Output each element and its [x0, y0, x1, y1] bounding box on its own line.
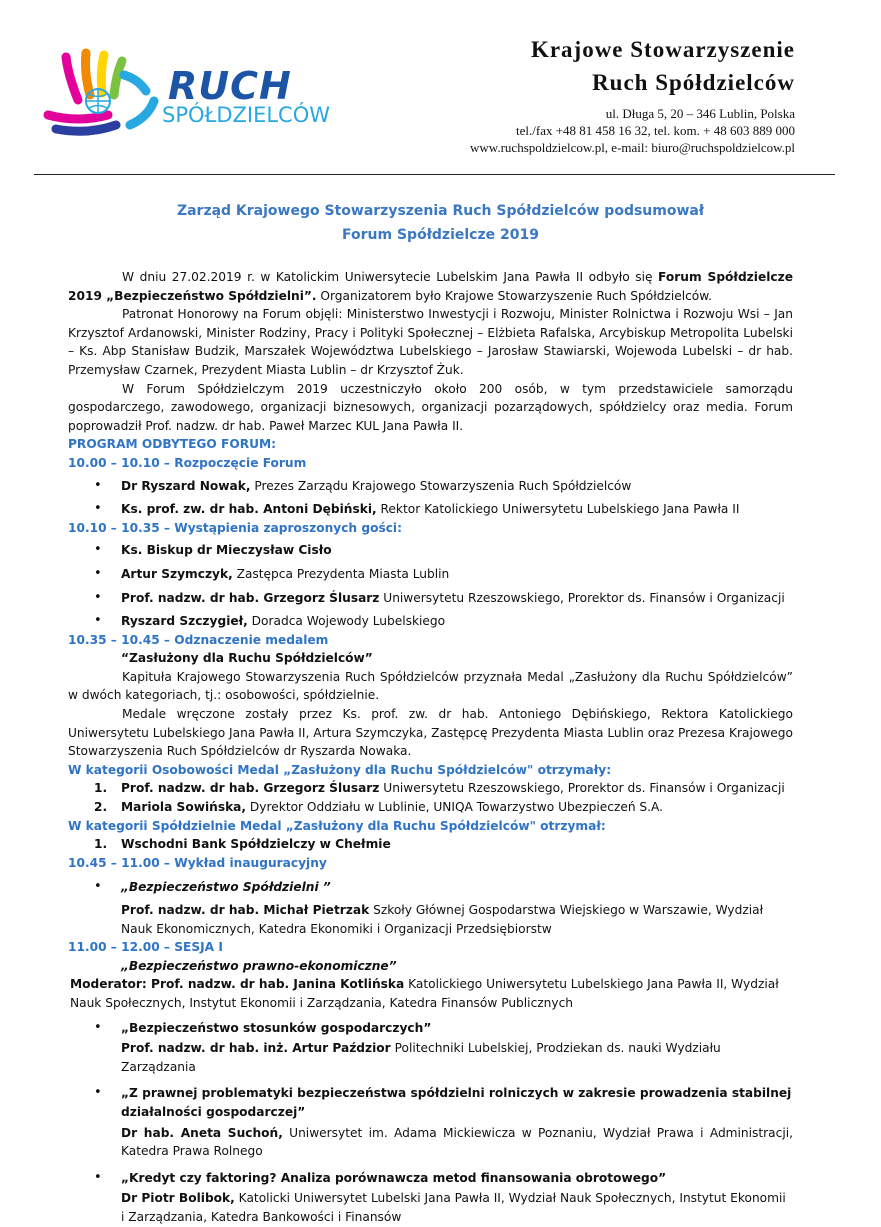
speaker-name: Ks. Biskup dr Mieczysław Cisło [121, 543, 332, 558]
header-divider [34, 174, 835, 175]
medal-paragraph-1: Kapituła Krajowego Stowarzyszenia Ruch Spółdzielców przyznała Medal „Zasłużony dla Ruchu Spółdzielców” w dwóch kategoriach, tj.: osobowości, spółdzielnie. [68, 669, 793, 703]
list-item [68, 612, 793, 631]
speaker-name: Ks. prof. zw. dr hab. Antoni Dębiński, [121, 502, 377, 517]
list-item [68, 500, 793, 519]
awardee-desc: Dyrektor Oddziału w Lublinie, UNIQA Towarzystwo Ubezpieczeń S.A. [246, 800, 664, 815]
session-5-talks [68, 1019, 793, 1227]
list-item [68, 779, 793, 798]
speaker-name: Dr Ryszard Nowak, [121, 478, 251, 493]
speaker-desc: Szkoły Głównej Gospodarstwa Wiejskiego w Warszawie, Wydział Nauk Ekonomicznych, Katedra Ekonomiki i Organizacji Przedsiębiorstw [121, 903, 764, 936]
session-4-list [68, 878, 793, 938]
intro-paragraph-3: W Forum Spółdzielczym 2019 uczestniczyło około 200 osób, w tym przedstawiciele samorządu gospodarczego, zawodowego, organizacji biznesowych, organizacji pozarządowych, spółdzielcy oraz media. Forum poprowadził Prof. nadzw. dr hab. Paweł Marzec KUL Jana Pawła II. [68, 381, 793, 433]
document-title [0, 199, 881, 247]
bullet-icon: • [94, 1019, 102, 1035]
speaker-desc: Doradca Wojewody Lubelskiego [247, 614, 446, 629]
session-5-topic [68, 957, 793, 976]
category-persons-heading: W kategorii Osobowości Medal „Zasłużony dla Ruchu Spółdzielców" otrzymały: [68, 762, 612, 777]
list-item [68, 798, 793, 817]
speaker-name: Prof. nadzw. dr hab. Grzegorz Ślusarz [121, 590, 380, 605]
speaker-name: Ryszard Szczygieł, [121, 614, 248, 629]
session-4-heading: 10.45 – 11.00 – Wykład inauguracyjny [68, 855, 327, 870]
session-1-list [68, 477, 793, 519]
intro-paragraph-2: Patronat Honorowy na Forum objęli: Ministerstwo Inwestycji i Rozwoju, Minister Rolnictwa i Rozwoju Wsi – Jan Krzysztof Ardanowski, Minister Rodziny, Pracy i Polityki Społecznej – Elżbieta Rafalska, Arcybiskup Metropolita Lubelski – Ks. Abp Stanisław Budzik, Marszałek Województwa Lubelskiego – Jarosław Stawiarski, Wojewoda Lubelski – dr hab. Przemysław Czarnek, Prezydent Miasta Lublin – dr Krzysztof Żuk. [68, 307, 793, 377]
talk-title: „Z prawnej problematyki bezpieczeństwa spółdzielni rolniczych w zakresie prowadzenia stabilnej działalności gospodarczej” [121, 1086, 792, 1119]
intro-paragraph-1 [68, 268, 793, 305]
bullet-icon: • [94, 1169, 102, 1185]
bullet-icon: • [94, 613, 102, 629]
session-1-heading: 10.00 – 10.10 – Rozpoczęcie Forum [68, 455, 307, 470]
bullet-icon: • [94, 565, 102, 581]
bullet-icon: • [94, 542, 102, 558]
org-phone: tel./fax +48 81 458 16 32, tel. kom. + 48 603 889 000 [516, 123, 795, 138]
intro-p1-text-end: Organizatorem było Krajowe Stowarzyszenie Ruch Spółdzielców. [316, 288, 712, 303]
talk-title: „Bezpieczeństwo stosunków gospodarczych” [121, 1020, 432, 1035]
bullet-icon: • [94, 477, 102, 493]
organization-header [470, 34, 795, 156]
awardee-name: Mariola Sowińska, [121, 800, 247, 815]
list-number: 1. [94, 781, 108, 796]
medal-title: “Zasłużony dla Ruchu Spółdzielców” [121, 651, 373, 666]
category-coops-list [68, 835, 793, 854]
speaker-desc: Zastępca Prezydenta Miasta Lublin [232, 566, 450, 581]
speaker-name: Prof. nadzw. dr hab. inż. Artur Paździor [121, 1041, 391, 1056]
title-line2: Forum Spółdzielcze 2019 [342, 227, 539, 243]
title-line1: Zarząd Krajowego Stowarzyszenia Ruch Spółdzielców podsumował [176, 203, 705, 219]
org-name-line1: Krajowe Stowarzyszenie [530, 37, 795, 62]
awardee-desc: Uniwersytetu Rzeszowskiego, Prorektor ds. Finansów i Organizacji [379, 781, 785, 796]
speaker-desc: Uniwersytet im. Adama Mickiewicza w Poznaniu, Wydział Prawa i Administracji, Katedra Prawa Rolnego [121, 1125, 794, 1159]
list-item [68, 835, 793, 854]
intro-p1-text: W dniu 27.02.2019 r. w Katolickim Uniwersytecie Lubelskim Jana Pawła II odbyło się [122, 270, 659, 284]
awardee-name: Prof. nadzw. dr hab. Grzegorz Ślusarz [121, 781, 380, 796]
list-item [68, 1084, 793, 1160]
list-item [68, 565, 793, 584]
category-coops-heading: W kategorii Spółdzielnie Medal „Zasłużony dla Ruchu Spółdzielców" otrzymał: [68, 818, 606, 833]
speaker-name: Prof. nadzw. dr hab. Michał Pietrzak [121, 903, 370, 917]
moderator [50, 975, 793, 1012]
session-2-heading: 10.10 – 10.35 – Wystąpienia zaproszonych gości: [68, 520, 402, 535]
bullet-icon: • [94, 1085, 102, 1101]
session-5-heading: 11.00 – 12.00 – SESJA I [68, 940, 223, 955]
session-2-list [68, 541, 793, 630]
session-topic: „Bezpieczeństwo prawno-ekonomiczne” [121, 958, 397, 973]
session-3-heading: 10.35 – 10.45 – Odznaczenie medalem [68, 632, 329, 647]
list-number: 2. [94, 800, 108, 815]
moderator-name: Moderator: Prof. nadzw. dr hab. Janina Kotlińska [70, 977, 405, 992]
awardee-name: Wschodni Bank Spółdzielczy w Chełmie [121, 837, 391, 852]
category-persons-list [68, 779, 793, 816]
speaker-desc: Politechniki Lubelskiej, Prodziekan ds. nauki Wydziału Zarządzania [121, 1041, 721, 1074]
speaker-desc: Rektor Katolickiego Uniwersytetu Lubelskiego Jana Pawła II [376, 502, 740, 517]
moderator-desc: Katolickiego Uniwersytetu Lubelskiego Jana Pawła II, Wydział Nauk Społecznych, Instytut Ekonomii i Zarządzania, Katedra Finansów Publicznych [70, 977, 779, 1010]
speaker-desc: Katolicki Uniwersytet Lubelski Jana Pawła II, Wydział Nauk Społecznych, Instytut Ekonomii i Zarządzania, Katedra Bankowości i Finansów [121, 1191, 786, 1224]
lecture-title: „Bezpieczeństwo Spółdzielni ” [121, 880, 331, 895]
talk-speaker [121, 1039, 793, 1076]
list-item [68, 589, 793, 608]
logo-text-ruch: RUCH [168, 64, 292, 108]
bullet-icon: • [94, 879, 102, 895]
talk-speaker [121, 1124, 793, 1161]
list-item [68, 541, 793, 560]
intro-p1-bold: Forum Spółdzielcze 2019 „Bezpieczeństwo Spółdzielni”. [68, 270, 793, 303]
medal-name [68, 649, 793, 668]
medal-paragraph-2: Medale wręczone zostały przez Ks. prof. zw. dr hab. Antoniego Dębińskiego, Rektora Katolickiego Uniwersytetu Lubelskiego Jana Pawła II, Artura Szymczyka, Zastępcę Prezydenta Miasta Lublin oraz Prezesa Krajowego Stowarzyszenia Ruch Spółdzielców dr Ryszarda Nowaka. [68, 707, 793, 759]
speaker-desc: Uniwersytetu Rzeszowskiego, Prorektor ds. Finansów i Organizacji [379, 590, 785, 605]
org-web: www.ruchspoldzielcow.pl, e-mail: biuro@ruchspoldzielcow.pl [470, 140, 795, 155]
speaker-desc: Prezes Zarządu Krajowego Stowarzyszenia Ruch Spółdzielców [250, 478, 632, 493]
org-name-line2: Ruch Spółdzielców [592, 70, 795, 95]
list-item [68, 477, 793, 496]
lecture-speaker [121, 901, 793, 938]
org-address: ul. Długa 5, 20 – 346 Lublin, Polska [605, 106, 795, 121]
logo [38, 45, 358, 140]
list-item [68, 878, 793, 938]
bullet-icon: • [94, 501, 102, 517]
list-number: 1. [94, 837, 108, 852]
talk-title: „Kredyt czy faktoring? Analiza porównawcza metod finansowania obrotowego” [121, 1170, 667, 1185]
list-item [68, 1019, 793, 1077]
list-item [68, 1169, 793, 1227]
speaker-name: Dr hab. Aneta Suchoń, [121, 1125, 283, 1140]
speaker-name: Dr Piotr Bolibok, [121, 1191, 235, 1206]
program-heading: PROGRAM ODBYTEGO FORUM: [68, 437, 277, 452]
document-body [68, 268, 793, 1227]
talk-speaker [121, 1189, 793, 1226]
logo-text-spoldzielcow: SPÓŁDZIELCÓW [162, 103, 330, 127]
bullet-icon: • [94, 589, 102, 605]
speaker-name: Artur Szymczyk, [121, 566, 233, 581]
